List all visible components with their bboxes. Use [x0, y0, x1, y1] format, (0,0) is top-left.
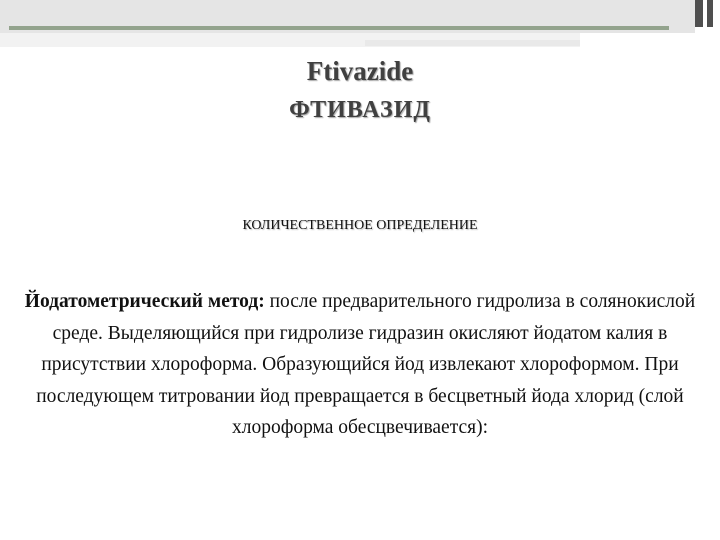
- corner-mark-left: [695, 0, 703, 27]
- header-shadow-bar-secondary: [365, 40, 580, 46]
- slide-title-english: Ftivazide: [306, 56, 414, 86]
- method-description-text: после предварительного гидролиза в солянокислой среде. Выделяющийся при гидролизе гидразин окисляют йодатом калия в присутствии хлороформа. Образующийся йод извлекают хлороформом. При последующем титровании йод превращается в бесцветный йода хлорид (слой хлороформа обесцвечивается):: [36, 291, 696, 438]
- slide-title-russian: ФТИВАЗИД: [289, 97, 431, 123]
- header-accent-line: [9, 26, 669, 30]
- corner-mark-right: [707, 0, 713, 27]
- method-description: [4, 286, 716, 444]
- method-name: Йодатометрический метод:: [24, 291, 265, 312]
- section-heading: КОЛИЧЕСТВЕННОЕ ОПРЕДЕЛЕНИЕ: [242, 218, 478, 233]
